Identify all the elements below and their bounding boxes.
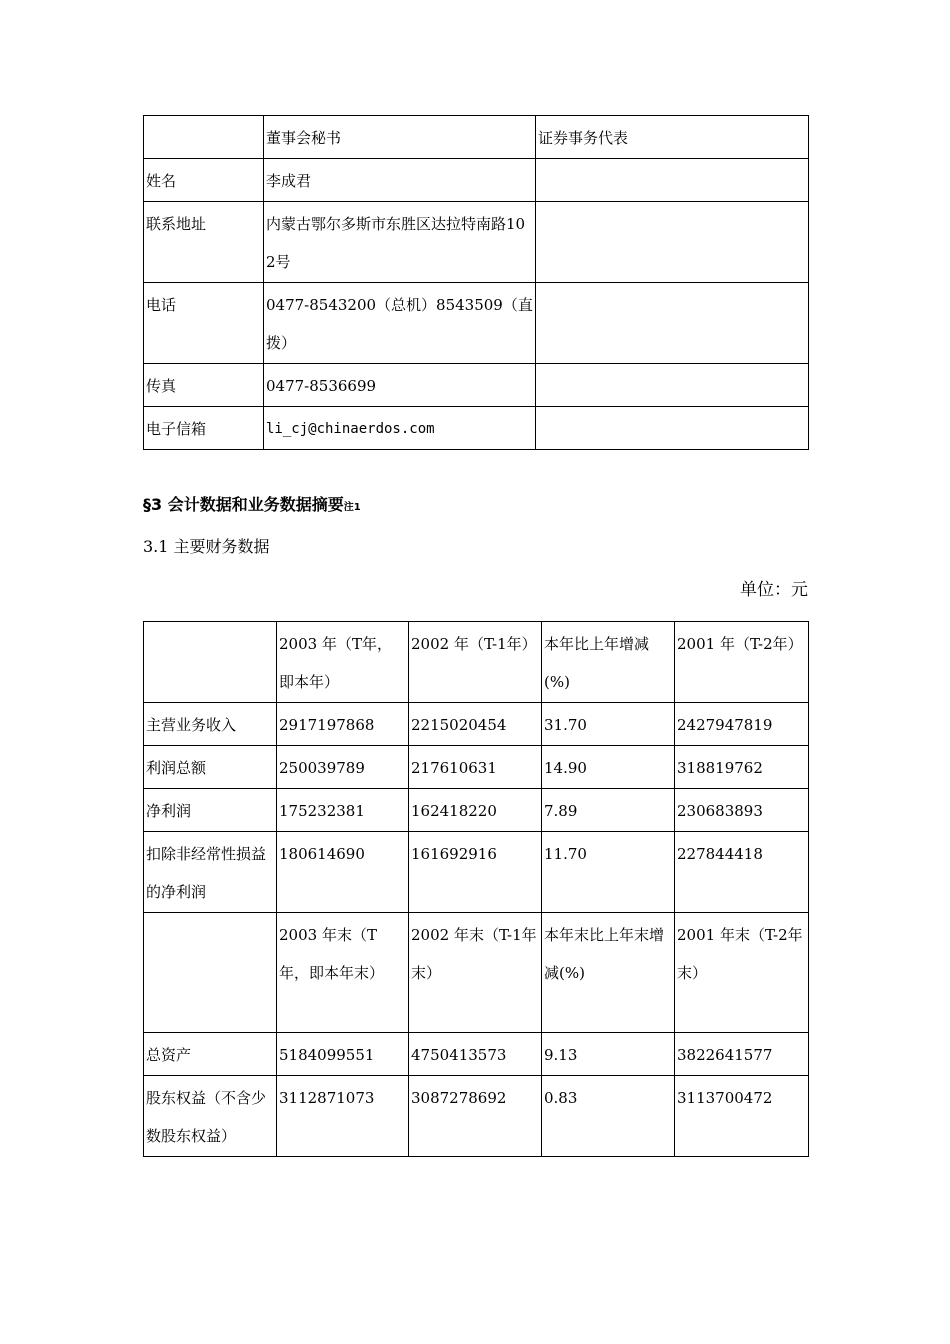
row-label-phone: 电话 bbox=[144, 283, 264, 364]
row-label: 利润总额 bbox=[144, 746, 277, 789]
value-2003: 5184099551 bbox=[277, 1033, 409, 1076]
value-2003: 2917197868 bbox=[277, 703, 409, 746]
table-row bbox=[144, 202, 809, 283]
table-row bbox=[144, 703, 809, 746]
row-label-fax: 传真 bbox=[144, 364, 264, 407]
value-change: 9.13 bbox=[542, 1033, 675, 1076]
table-row bbox=[144, 364, 809, 407]
value-2001: 230683893 bbox=[675, 789, 809, 832]
header-cell-secretary: 董事会秘书 bbox=[264, 116, 536, 159]
value-change: 11.70 bbox=[542, 832, 675, 913]
value-2002: 3087278692 bbox=[409, 1076, 542, 1157]
finance-table bbox=[143, 621, 809, 1157]
value-2001: 227844418 bbox=[675, 832, 809, 913]
representative-email bbox=[536, 407, 809, 450]
value-2001: 3113700472 bbox=[675, 1076, 809, 1157]
value-2002: 217610631 bbox=[409, 746, 542, 789]
header-cell-empty bbox=[144, 913, 277, 1033]
value-change: 7.89 bbox=[542, 789, 675, 832]
header-cell-change: 本年比上年增减(%) bbox=[542, 622, 675, 703]
value-change: 31.70 bbox=[542, 703, 675, 746]
value-2002: 161692916 bbox=[409, 832, 542, 913]
secretary-phone: 0477-8543200（总机）8543509（直拨） bbox=[264, 283, 536, 364]
representative-phone bbox=[536, 283, 809, 364]
section-heading-note: 注1 bbox=[343, 502, 361, 513]
secretary-name: 李成君 bbox=[264, 159, 536, 202]
secretary-address: 内蒙古鄂尔多斯市东胜区达拉特南路102号 bbox=[264, 202, 536, 283]
value-2001: 318819762 bbox=[675, 746, 809, 789]
value-2003: 250039789 bbox=[277, 746, 409, 789]
header-cell-2003: 2003 年（T年，即本年） bbox=[277, 622, 409, 703]
row-label: 扣除非经常性损益的净利润 bbox=[144, 832, 277, 913]
value-2001: 2427947819 bbox=[675, 703, 809, 746]
table-row bbox=[144, 1033, 809, 1076]
table-row bbox=[144, 746, 809, 789]
table-row bbox=[144, 789, 809, 832]
table-header-row bbox=[144, 116, 809, 159]
value-2003: 3112871073 bbox=[277, 1076, 409, 1157]
table-row bbox=[144, 407, 809, 450]
section-heading-text: §3 会计数据和业务数据摘要 bbox=[143, 495, 344, 514]
value-2002: 162418220 bbox=[409, 789, 542, 832]
row-label: 总资产 bbox=[144, 1033, 277, 1076]
row-label-email: 电子信箱 bbox=[144, 407, 264, 450]
table-header-row bbox=[144, 622, 809, 703]
representative-address bbox=[536, 202, 809, 283]
header-cell-empty bbox=[144, 116, 264, 159]
table-row bbox=[144, 832, 809, 913]
secretary-email: li_cj@chinaerdos.com bbox=[264, 407, 536, 450]
row-label-name: 姓名 bbox=[144, 159, 264, 202]
value-2002: 4750413573 bbox=[409, 1033, 542, 1076]
header-cell-2002: 2002 年（T-1年） bbox=[409, 622, 542, 703]
header-cell-2003-end: 2003 年末（T年，即本年末） bbox=[277, 913, 409, 1033]
subsection-heading: 3.1 主要财务数据 bbox=[143, 537, 270, 556]
header-cell-2001: 2001 年（T-2年） bbox=[675, 622, 809, 703]
table-header-row bbox=[144, 913, 809, 1033]
value-change: 14.90 bbox=[542, 746, 675, 789]
value-change: 0.83 bbox=[542, 1076, 675, 1157]
value-2003: 175232381 bbox=[277, 789, 409, 832]
row-label: 主营业务收入 bbox=[144, 703, 277, 746]
table-row bbox=[144, 159, 809, 202]
secretary-fax: 0477-8536699 bbox=[264, 364, 536, 407]
table-row bbox=[144, 1076, 809, 1157]
representative-fax bbox=[536, 364, 809, 407]
header-cell-empty bbox=[144, 622, 277, 703]
section-heading bbox=[143, 494, 361, 519]
header-cell-change-end: 本年末比上年末增减(%) bbox=[542, 913, 675, 1033]
header-cell-2001-end: 2001 年末（T-2年末） bbox=[675, 913, 809, 1033]
unit-label: 单位：元 bbox=[740, 580, 808, 600]
contact-table bbox=[143, 115, 809, 450]
header-cell-2002-end: 2002 年末（T-1年末） bbox=[409, 913, 542, 1033]
row-label: 净利润 bbox=[144, 789, 277, 832]
value-2001: 3822641577 bbox=[675, 1033, 809, 1076]
header-cell-representative: 证券事务代表 bbox=[536, 116, 809, 159]
row-label: 股东权益（不含少数股东权益） bbox=[144, 1076, 277, 1157]
representative-name bbox=[536, 159, 809, 202]
row-label-address: 联系地址 bbox=[144, 202, 264, 283]
table-row bbox=[144, 283, 809, 364]
value-2003: 180614690 bbox=[277, 832, 409, 913]
value-2002: 2215020454 bbox=[409, 703, 542, 746]
